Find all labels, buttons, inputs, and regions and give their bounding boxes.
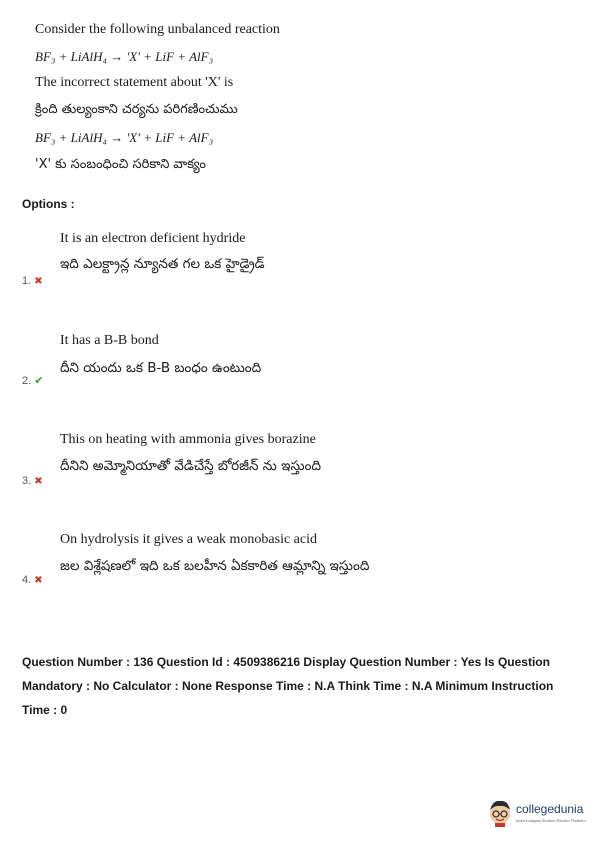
option-2-text-en[interactable]: It has a B-B bond xyxy=(60,333,159,348)
logo-wordmark: collegedunia xyxy=(516,802,584,816)
option-4-text-en[interactable]: On hydrolysis it gives a weak monobasic acid xyxy=(60,532,318,547)
option-1-number-label: 1. xyxy=(22,275,32,287)
question-prompt-te: క్రింది తుల్యంకాని చర్యను పరిగణించుము xyxy=(35,102,238,117)
option-2-number xyxy=(22,376,43,387)
cross-icon: ✖ xyxy=(34,476,43,487)
option-4-text-te[interactable]: జల విశ్లేషణలో ఇది ఒక బలహీన ఏకకారిత ఆమ్లాన్ని ఇస్తుంది xyxy=(60,558,370,574)
collegedunia-logo xyxy=(485,796,590,832)
option-1-text-en[interactable]: It is an electron deficient hydride xyxy=(60,231,246,246)
question-statement-en: The incorrect statement about 'X' is xyxy=(35,75,234,90)
question-statement-te: 'X' కు సంబంధించి సరికాని వాక్యం xyxy=(35,157,207,172)
check-icon: ✔ xyxy=(34,375,44,387)
option-2-text-te[interactable]: దీని యందు ఒక B-B బంధం ఉంటుంది xyxy=(60,360,262,376)
question-equation-en: BF₃ + LiAlH₄ → 'X' + LiF + AlF₃ xyxy=(35,49,214,64)
question-equation-te: BF₃ + LiAlH₄ → 'X' + LiF + AlF₃ xyxy=(35,130,214,145)
mascot-face-icon xyxy=(487,798,513,828)
option-1-number xyxy=(22,276,43,287)
question-meta: Question Number : 136 Question Id : 4509386216 Display Question Number : Yes Is Question Mandatory : No Calculator : None Response Time : N.A Think Time : N.A Minimum Instruction Time : 0 xyxy=(22,655,554,717)
options-label: Options : xyxy=(22,197,75,211)
option-3-text-te[interactable]: దీనిని అమ్మోనియాతో వేడిచేస్తే బోరజీన్ ను ఇస్తుంది xyxy=(60,458,321,474)
cross-icon: ✖ xyxy=(34,276,43,287)
question-prompt-en: Consider the following unbalanced reaction xyxy=(35,22,280,37)
cross-icon: ✖ xyxy=(34,575,43,586)
option-4-number-label: 4. xyxy=(22,574,32,586)
option-2-number-label: 2. xyxy=(22,375,32,387)
option-3-number xyxy=(22,476,43,487)
logo-tagline: India's largest Student Review Platform xyxy=(516,818,586,823)
option-1-text-te[interactable]: ఇది ఎలక్ట్రాన్ల న్యూనత గల ఒక హైడ్రైడ్ xyxy=(60,256,265,272)
option-3-text-en[interactable]: This on heating with ammonia gives borazine xyxy=(60,432,316,447)
option-4-number xyxy=(22,575,43,586)
option-3-number-label: 3. xyxy=(22,475,32,487)
